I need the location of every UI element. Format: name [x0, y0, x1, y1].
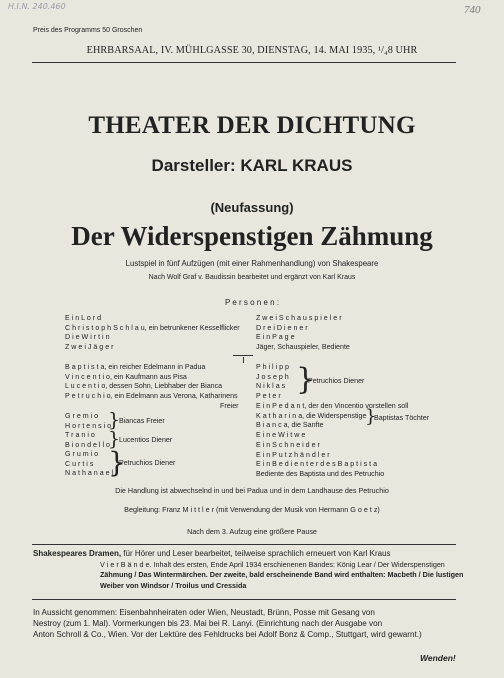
brace-icon: }: [108, 409, 121, 431]
dramas-line: Zähmung / Das Wintermärchen. Der zweite, bald erscheinende Band wird enthalten: Macbeth / Die lustigen: [100, 570, 464, 579]
cast-entry: E i n P e d a n t, der den Vincentio vorstellen soll: [256, 402, 409, 410]
venue-line: EHRBARSAAL, IV. MÜHLGASSE 30, DIENSTAG, 14. MAI 1935, ¹/₄8 UHR: [86, 45, 418, 56]
cast-top-right: [256, 314, 350, 353]
archive-stamp: H.I.N. 240.460: [8, 2, 66, 11]
cast-group-role: Lucentios Diener: [119, 436, 173, 444]
footer-block: [33, 607, 473, 640]
cast-group-role: Petruchios Diener: [119, 459, 176, 467]
cast-entry: D r e i D i e n e r: [256, 323, 308, 332]
dramas-line: V i e r B ä n d e. Inhalt des ersten, Ende April 1934 erschienenen Bandes: König Lear / Der Widerspenstigen: [100, 559, 445, 569]
cast-entry: V i n c e n t i o, ein Kaufmann aus Pisa: [65, 372, 187, 381]
dramas-heading: Shakespeares Dramen,: [33, 549, 122, 558]
cast-group-grumio: [65, 450, 113, 479]
page-title: THEATER DER DICHTUNG: [88, 112, 416, 139]
pause-line: Nach dem 3. Aufzug eine größere Pause: [187, 527, 317, 536]
cast-group-philipp: [256, 363, 289, 402]
cast-entry: H o r t e n s i o: [65, 421, 112, 430]
brace-icon: }: [108, 446, 126, 479]
dramas-block: [33, 549, 473, 591]
cast-entry: P e t e r: [256, 392, 281, 401]
cast-entry: B i a n c a, die Sanfte: [256, 421, 324, 430]
divider-top: [32, 62, 456, 63]
cast-entry: Bediente des Baptista und des Petruchio: [256, 469, 385, 478]
cast-entry: P e t r u c h i o, ein Edelmann aus Verona, Katharinens: [65, 392, 238, 401]
cast-top-left: [65, 314, 240, 353]
cast-entry: C u r t i s: [65, 459, 94, 468]
cast-entry: N i k l a s: [256, 382, 286, 391]
cast-entry: J o s e p h: [256, 372, 289, 381]
personen-header: P e r s o n e n :: [224, 298, 280, 307]
cast-entry: P h i l i p p: [256, 363, 289, 371]
cast-entry: D i e W i r t i n: [65, 333, 110, 342]
cast-entry: L u c e n t i o, dessen Sohn, Liebhaber der Bianca: [65, 382, 223, 391]
cast-group-role: Petruchios Diener: [308, 377, 365, 385]
accompaniment-line: Begleitung: Franz M i t t l e r (mit Verwendung der Musik von Hermann G o e t z): [124, 505, 380, 514]
dramas-line: Weiber von Windsor / Troilus und Cressida: [100, 580, 247, 590]
cast-group-gremio: [65, 412, 111, 431]
cast-separator: [233, 355, 253, 356]
archive-number: 740: [464, 4, 481, 16]
cast-divider-vertical: [243, 357, 244, 363]
cast-entry: T r a n i o: [65, 431, 95, 439]
cast-entry: K a t h a r i n a, die Widerspenstige: [256, 411, 367, 420]
cast-entry: E i n S c h n e i d e r: [256, 440, 320, 449]
brace-icon: }: [108, 428, 121, 450]
cast-group-tranio: [65, 431, 110, 450]
cast-entry: B i o n d e l l o: [65, 440, 110, 449]
cast-entry: Z w e i J ä g e r: [65, 343, 114, 352]
version-label: (Neufassung): [210, 200, 294, 215]
price-line: Preis des Programms 50 Groschen: [33, 27, 143, 34]
cast-entry: B a p t i s t a, ein reicher Edelmann in Padua: [65, 363, 206, 371]
setting-line: Die Handlung ist abwechselnd in und bei Padua und in dem Landhause des Petruchio: [115, 486, 389, 495]
divider-bottom: [32, 599, 456, 600]
divider-middle: [32, 544, 456, 545]
translation-credit: Nach Wolf Graf v. Baudissin bearbeitet und ergänzt von Karl Kraus: [148, 274, 356, 281]
cast-left: [65, 363, 239, 412]
brace-icon: }: [365, 406, 377, 427]
cast-entry: Jäger, Schauspieler, Bediente: [256, 343, 350, 352]
cast-daughters-role: Baptistas Töchter: [374, 414, 430, 422]
cast-entry: E i n e W i t w e: [256, 431, 306, 440]
cast-entry: G r e m i o: [65, 412, 99, 420]
brace-icon: }: [296, 362, 316, 397]
cast-entry: G r u m i o: [65, 450, 99, 458]
footer-line: Nestroy (zum 1. Mal). Vormerkungen bis 23. Mai bei R. Lanyi. (Einrichtung nach der Ausgabe von: [33, 619, 383, 628]
cast-entry: E i n P a g e: [256, 333, 295, 342]
performer-line: Darsteller: KARL KRAUS: [151, 156, 353, 175]
play-subtitle: Lustspiel in fünf Aufzügen (mit einer Rahmenhandlung) von Shakespeare: [125, 259, 379, 268]
cast-entry: Z w e i S c h a u s p i e l e r: [256, 314, 342, 322]
footer-line: In Aussicht genommen: Eisenbahnheiraten oder Wien, Neustadt, Brünn, Posse mit Gesang von: [33, 608, 375, 617]
cast-entry: E i n P u t z h ä n d l e r: [256, 450, 330, 459]
cast-entry: E i n B e d i e n t e r d e s B a p t i s t a: [256, 460, 378, 469]
footer-line: Anton Schroll & Co., Wien. Vor der Lektüre des Fehldrucks bei Adolf Bonz & Comp., Stuttgart, wird gewarnt.): [33, 630, 422, 639]
cast-group-role: Biancas Freier: [119, 417, 165, 425]
cast-entry: C h r i s t o p h S c h l a u, ein betrunkener Kesselflicker: [65, 323, 240, 332]
dramas-intro: für Hörer und Leser bearbeitet, teilweise sprachlich erneuert von Karl Kraus: [121, 549, 391, 558]
cast-entry: E i n L o r d: [65, 314, 102, 322]
cast-entry: Freier: [220, 401, 239, 410]
cast-entry: N a t h a n a e l: [65, 469, 114, 478]
closing-note: Wenden!: [420, 653, 456, 663]
play-title: Der Widerspenstigen Zähmung: [71, 221, 433, 251]
